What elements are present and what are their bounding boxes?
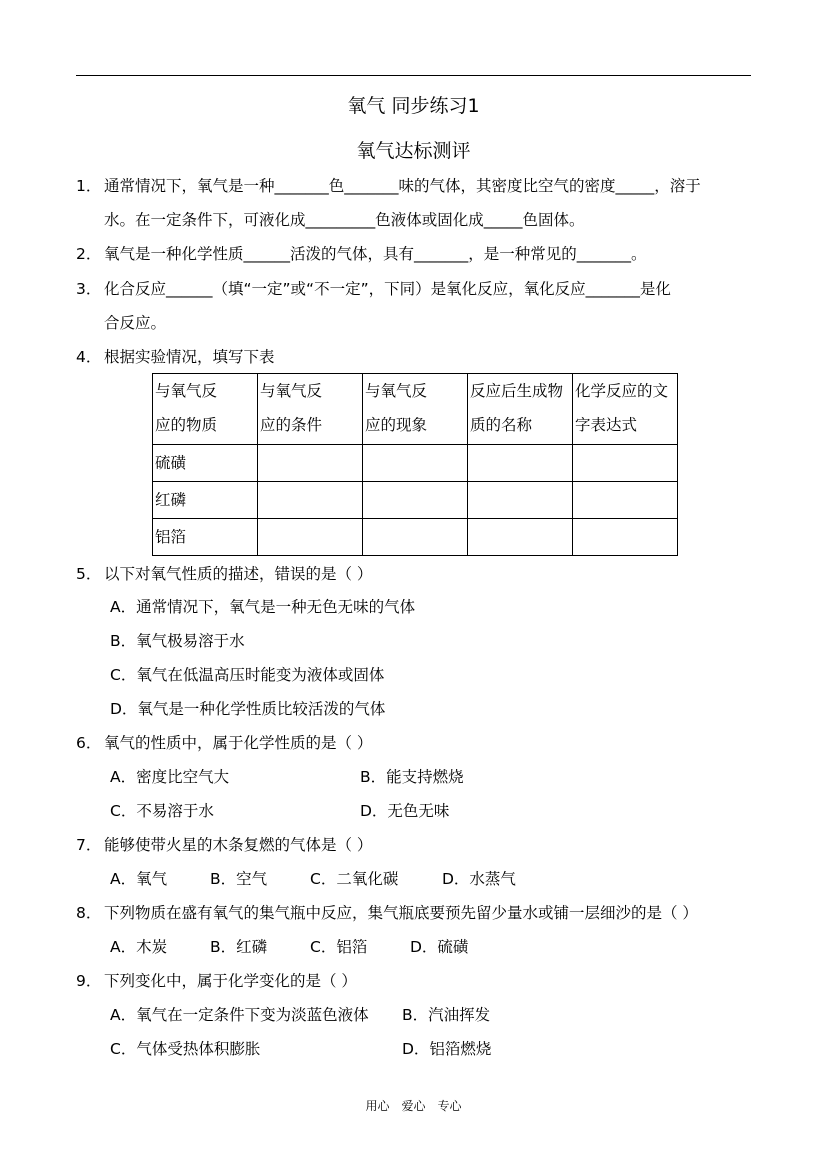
option-b: B．空气 (210, 870, 268, 888)
experiment-table (152, 373, 678, 556)
table-cell-blank[interactable] (258, 519, 363, 556)
option-a: A．氧气在一定条件下变为淡蓝色液体 (110, 1006, 369, 1024)
option-c: C．气体受热体积膨胀 (110, 1040, 261, 1058)
question-3 (76, 279, 671, 299)
table-cell-blank[interactable] (363, 482, 468, 519)
option-c: C．氧气在低温高压时能变为液体或固体 (110, 666, 385, 684)
option-d: D．硫磺 (410, 938, 469, 956)
question-text: 下列物质在盛有氧气的集气瓶中反应，集气瓶底要预先留少量水或铺一层细沙的是（ ） (104, 904, 698, 922)
question-text: 化合反应______（填“一定”或“不一定”，下同）是氧化反应，氧化反应_______是化 (104, 280, 671, 298)
question-text: 能够使带火星的木条复燃的气体是（ ） (104, 836, 373, 854)
option-a: A．氧气 (110, 870, 168, 888)
page-footer (0, 1097, 827, 1114)
table-cell-substance: 铝箔 (153, 519, 258, 556)
question-number: 9． (76, 972, 102, 990)
question-6 (76, 733, 372, 753)
header-rule (76, 75, 751, 76)
table-cell-blank[interactable] (573, 482, 678, 519)
table-header-cell: 化学反应的文 字表达式 (573, 374, 678, 445)
question-5 (76, 564, 372, 584)
question-number: 5． (76, 565, 102, 583)
option-c: C．铝箔 (310, 938, 368, 956)
question-number: 2． (76, 245, 102, 263)
table-cell-blank[interactable] (258, 445, 363, 482)
option-d: D．氧气是一种化学性质比较活泼的气体 (110, 700, 386, 718)
question-number: 3． (76, 280, 102, 298)
option-b: B．氧气极易溶于水 (110, 632, 245, 650)
question-4 (76, 347, 275, 367)
footer-text: 爱心 (401, 1099, 426, 1113)
question-number: 4． (76, 348, 102, 366)
table-cell-blank[interactable] (258, 482, 363, 519)
table-cell-blank[interactable] (363, 519, 468, 556)
question-number: 6． (76, 734, 102, 752)
footer-text: 用心 (365, 1099, 390, 1113)
question-text: 根据实验情况，填写下表 (104, 348, 275, 366)
table-cell-substance: 红磷 (153, 482, 258, 519)
table-row (153, 519, 678, 556)
table-header-cell: 反应后生成物 质的名称 (468, 374, 573, 445)
question-text: 氧气的性质中，属于化学性质的是（ ） (104, 734, 373, 752)
question-8 (76, 903, 698, 923)
option-a: A．木炭 (110, 938, 168, 956)
table-cell-blank[interactable] (363, 445, 468, 482)
question-3-continued: 合反应。 (104, 314, 167, 332)
option-d: D．无色无味 (360, 802, 450, 820)
option-b: B．汽油挥发 (402, 1006, 491, 1024)
table-cell-blank[interactable] (468, 445, 573, 482)
table-cell-blank[interactable] (468, 482, 573, 519)
question-1 (76, 176, 701, 196)
table-cell-blank[interactable] (573, 445, 678, 482)
question-text: 通常情况下，氧气是一种_______色_______味的气体，其密度比空气的密度_____，溶于 (104, 177, 701, 195)
question-text: 以下对氧气性质的描述，错误的是（ ） (104, 565, 373, 583)
option-b: B．红磷 (210, 938, 268, 956)
option-a: A．通常情况下，氧气是一种无色无味的气体 (110, 598, 416, 616)
table-cell-blank[interactable] (573, 519, 678, 556)
option-a: A．密度比空气大 (110, 768, 230, 786)
option-c: C．不易溶于水 (110, 802, 214, 820)
table-header-cell: 与氧气反 应的现象 (363, 374, 468, 445)
table-header-cell: 与氧气反 应的物质 (153, 374, 258, 445)
option-c: C．二氧化碳 (310, 870, 399, 888)
question-text: 下列变化中，属于化学变化的是（ ） (104, 972, 357, 990)
question-1-continued: 水。在一定条件下，可液化成_________色液体或固化成_____色固体。 (104, 211, 585, 229)
question-9 (76, 971, 357, 991)
option-d: D．铝箔燃烧 (402, 1040, 492, 1058)
question-number: 8． (76, 904, 102, 922)
option-b: B．能支持燃烧 (360, 768, 464, 786)
footer-text: 专心 (437, 1099, 462, 1113)
question-2 (76, 244, 647, 264)
question-number: 7． (76, 836, 102, 854)
question-number: 1． (76, 177, 102, 195)
option-d: D．水蒸气 (442, 870, 516, 888)
page-subtitle: 氧气达标测评 (356, 140, 471, 162)
table-row (153, 445, 678, 482)
table-cell-blank[interactable] (468, 519, 573, 556)
table-header-cell: 与氧气反 应的条件 (258, 374, 363, 445)
table-header-row (153, 374, 678, 445)
page-title: 氧气 同步练习1 (347, 95, 480, 117)
table-row (153, 482, 678, 519)
question-7 (76, 835, 372, 855)
question-text: 氧气是一种化学性质______活泼的气体，具有_______，是一种常见的_______。 (104, 245, 647, 263)
table-cell-substance: 硫磺 (153, 445, 258, 482)
